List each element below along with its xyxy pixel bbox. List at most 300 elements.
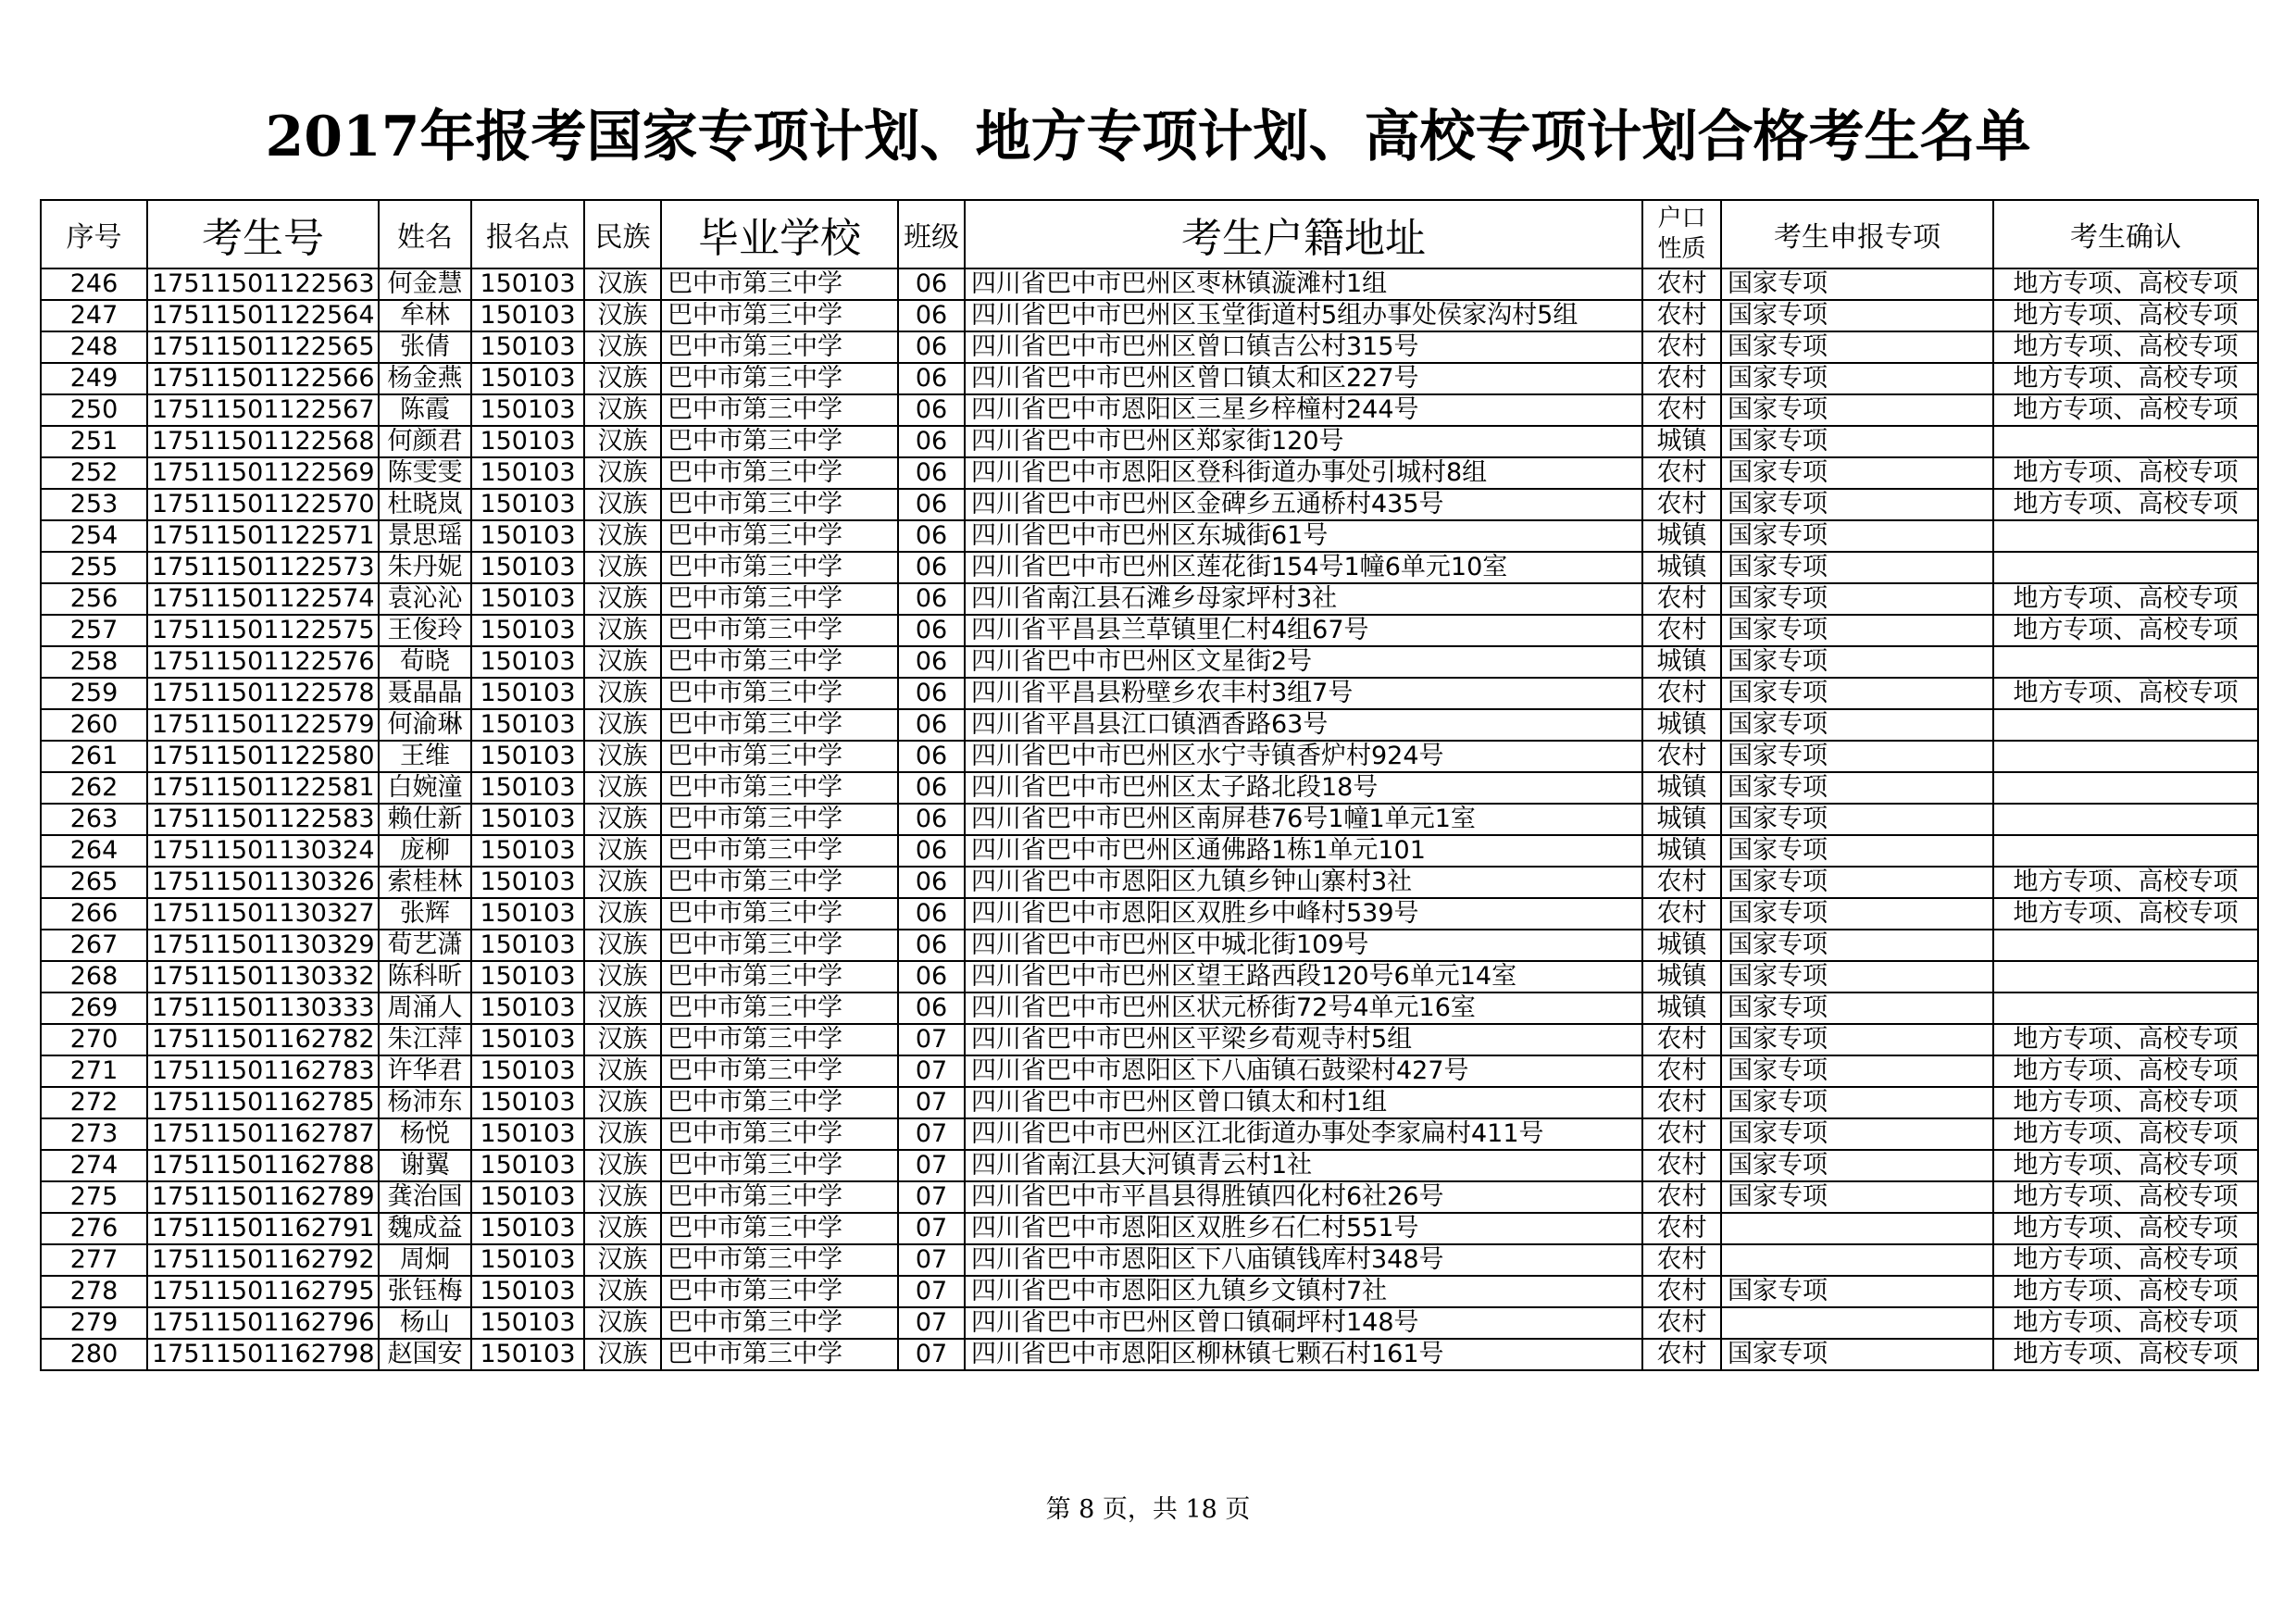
cell-class: 07	[898, 1024, 965, 1055]
cell-site: 150103	[471, 867, 584, 898]
cell-school: 巴中市第三中学	[661, 363, 898, 394]
cell-hukou: 农村	[1642, 741, 1721, 772]
table-row	[41, 520, 2258, 552]
cell-name: 何金慧	[379, 268, 471, 300]
cell-exam-id: 17511501122569	[147, 457, 379, 489]
table-row	[41, 1055, 2258, 1087]
cell-name: 荀晓	[379, 646, 471, 678]
cell-class: 07	[898, 1276, 965, 1307]
cell-ethnicity: 汉族	[584, 898, 661, 930]
cell-exam-id: 17511501122578	[147, 678, 379, 709]
cell-site: 150103	[471, 583, 584, 615]
cell-exam-id: 17511501122576	[147, 646, 379, 678]
cell-other-plans	[1993, 930, 2258, 961]
table-row	[41, 268, 2258, 300]
table-row	[41, 331, 2258, 363]
table-row	[41, 552, 2258, 583]
cell-other-plans: 地方专项、高校专项	[1993, 867, 2258, 898]
cell-seq: 278	[41, 1276, 147, 1307]
table-row	[41, 426, 2258, 457]
cell-seq: 264	[41, 835, 147, 867]
table-row	[41, 1244, 2258, 1276]
cell-address: 四川省巴中市巴州区状元桥街72号4单元16室	[965, 993, 1642, 1024]
cell-hukou: 农村	[1642, 898, 1721, 930]
cell-school: 巴中市第三中学	[661, 1181, 898, 1213]
cell-name: 朱江萍	[379, 1024, 471, 1055]
cell-address: 四川省平昌县江口镇酒香路63号	[965, 709, 1642, 741]
cell-ethnicity: 汉族	[584, 426, 661, 457]
cell-address: 四川省巴中市恩阳区九镇乡文镇村7社	[965, 1276, 1642, 1307]
table-row	[41, 394, 2258, 426]
cell-national-plan: 国家专项	[1721, 1087, 1993, 1118]
cell-address: 四川省巴中市恩阳区双胜乡中峰村539号	[965, 898, 1642, 930]
cell-class: 06	[898, 961, 965, 993]
cell-other-plans	[1993, 961, 2258, 993]
cell-class: 07	[898, 1087, 965, 1118]
cell-national-plan: 国家专项	[1721, 961, 1993, 993]
cell-other-plans: 地方专项、高校专项	[1993, 331, 2258, 363]
cell-ethnicity: 汉族	[584, 489, 661, 520]
table-row	[41, 615, 2258, 646]
cell-ethnicity: 汉族	[584, 804, 661, 835]
cell-class: 06	[898, 300, 965, 331]
cell-other-plans: 地方专项、高校专项	[1993, 457, 2258, 489]
cell-other-plans: 地方专项、高校专项	[1993, 1055, 2258, 1087]
table-body	[41, 268, 2258, 1370]
cell-name: 陈霞	[379, 394, 471, 426]
cell-seq: 258	[41, 646, 147, 678]
table-row	[41, 1181, 2258, 1213]
cell-exam-id: 17511501122580	[147, 741, 379, 772]
cell-ethnicity: 汉族	[584, 993, 661, 1024]
cell-site: 150103	[471, 993, 584, 1024]
cell-other-plans	[1993, 646, 2258, 678]
cell-exam-id: 17511501130332	[147, 961, 379, 993]
cell-name: 何颜君	[379, 426, 471, 457]
cell-exam-id: 17511501130324	[147, 835, 379, 867]
cell-exam-id: 17511501122565	[147, 331, 379, 363]
cell-hukou: 农村	[1642, 1024, 1721, 1055]
cell-exam-id: 17511501122567	[147, 394, 379, 426]
cell-school: 巴中市第三中学	[661, 394, 898, 426]
cell-class: 06	[898, 678, 965, 709]
cell-exam-id: 17511501162788	[147, 1150, 379, 1181]
cell-other-plans: 地方专项、高校专项	[1993, 583, 2258, 615]
cell-exam-id: 17511501130333	[147, 993, 379, 1024]
cell-seq: 263	[41, 804, 147, 835]
cell-name: 魏成益	[379, 1213, 471, 1244]
cell-ethnicity: 汉族	[584, 583, 661, 615]
cell-site: 150103	[471, 489, 584, 520]
table-row	[41, 1307, 2258, 1339]
cell-seq: 254	[41, 520, 147, 552]
cell-ethnicity: 汉族	[584, 709, 661, 741]
header-hukou-line1: 户口	[1657, 205, 1706, 232]
cell-exam-id: 17511501162787	[147, 1118, 379, 1150]
cell-ethnicity: 汉族	[584, 520, 661, 552]
cell-school: 巴中市第三中学	[661, 1339, 898, 1370]
cell-ethnicity: 汉族	[584, 1087, 661, 1118]
cell-site: 150103	[471, 804, 584, 835]
cell-exam-id: 17511501162795	[147, 1276, 379, 1307]
cell-seq: 247	[41, 300, 147, 331]
cell-site: 150103	[471, 772, 584, 804]
cell-site: 150103	[471, 835, 584, 867]
cell-site: 150103	[471, 331, 584, 363]
cell-exam-id: 17511501162785	[147, 1087, 379, 1118]
cell-ethnicity: 汉族	[584, 835, 661, 867]
cell-seq: 251	[41, 426, 147, 457]
cell-exam-id: 17511501162791	[147, 1213, 379, 1244]
cell-name: 庞柳	[379, 835, 471, 867]
cell-site: 150103	[471, 363, 584, 394]
cell-other-plans	[1993, 804, 2258, 835]
cell-other-plans: 地方专项、高校专项	[1993, 1307, 2258, 1339]
cell-site: 150103	[471, 709, 584, 741]
cell-site: 150103	[471, 426, 584, 457]
cell-ethnicity: 汉族	[584, 363, 661, 394]
cell-ethnicity: 汉族	[584, 961, 661, 993]
cell-exam-id: 17511501130329	[147, 930, 379, 961]
cell-address: 四川省巴中市巴州区东城街61号	[965, 520, 1642, 552]
cell-other-plans: 地方专项、高校专项	[1993, 1213, 2258, 1244]
cell-other-plans	[1993, 993, 2258, 1024]
table-row	[41, 1024, 2258, 1055]
cell-school: 巴中市第三中学	[661, 930, 898, 961]
cell-class: 06	[898, 394, 965, 426]
cell-class: 06	[898, 268, 965, 300]
cell-name: 龚治国	[379, 1181, 471, 1213]
cell-address: 四川省南江县石滩乡母家坪村3社	[965, 583, 1642, 615]
cell-class: 06	[898, 363, 965, 394]
cell-hukou: 农村	[1642, 1339, 1721, 1370]
cell-ethnicity: 汉族	[584, 646, 661, 678]
cell-national-plan: 国家专项	[1721, 867, 1993, 898]
cell-address: 四川省巴中市恩阳区下八庙镇钱库村348号	[965, 1244, 1642, 1276]
table-row	[41, 741, 2258, 772]
cell-hukou: 农村	[1642, 394, 1721, 426]
cell-class: 07	[898, 1307, 965, 1339]
cell-hukou: 农村	[1642, 1244, 1721, 1276]
cell-exam-id: 17511501122564	[147, 300, 379, 331]
cell-class: 07	[898, 1118, 965, 1150]
cell-other-plans: 地方专项、高校专项	[1993, 1087, 2258, 1118]
cell-address: 四川省巴中市巴州区文星街2号	[965, 646, 1642, 678]
cell-class: 06	[898, 741, 965, 772]
cell-address: 四川省巴中市平昌县得胜镇四化村6社26号	[965, 1181, 1642, 1213]
cell-exam-id: 17511501162782	[147, 1024, 379, 1055]
cell-class: 06	[898, 930, 965, 961]
cell-address: 四川省巴中市巴州区莲花街154号1幢6单元10室	[965, 552, 1642, 583]
cell-class: 07	[898, 1150, 965, 1181]
cell-ethnicity: 汉族	[584, 552, 661, 583]
cell-address: 四川省巴中市巴州区南屏巷76号1幢1单元1室	[965, 804, 1642, 835]
cell-seq: 275	[41, 1181, 147, 1213]
header-exam-id: 考生号	[147, 200, 379, 268]
cell-hukou: 农村	[1642, 678, 1721, 709]
cell-school: 巴中市第三中学	[661, 1213, 898, 1244]
document-title: 2017年报考国家专项计划、地方专项计划、高校专项计划合格考生名单	[265, 105, 2031, 169]
cell-ethnicity: 汉族	[584, 930, 661, 961]
table-row	[41, 646, 2258, 678]
cell-class: 07	[898, 1181, 965, 1213]
cell-class: 07	[898, 1055, 965, 1087]
cell-ethnicity: 汉族	[584, 394, 661, 426]
cell-class: 06	[898, 583, 965, 615]
cell-seq: 267	[41, 930, 147, 961]
candidate-table	[40, 199, 2259, 1371]
cell-other-plans: 地方专项、高校专项	[1993, 394, 2258, 426]
cell-site: 150103	[471, 898, 584, 930]
cell-class: 06	[898, 867, 965, 898]
cell-school: 巴中市第三中学	[661, 1024, 898, 1055]
cell-name: 张钰梅	[379, 1276, 471, 1307]
cell-ethnicity: 汉族	[584, 1055, 661, 1087]
cell-address: 四川省巴中市巴州区太子路北段18号	[965, 772, 1642, 804]
table-row	[41, 583, 2258, 615]
table-row	[41, 898, 2258, 930]
table-row	[41, 1087, 2258, 1118]
table-row	[41, 1276, 2258, 1307]
cell-class: 06	[898, 457, 965, 489]
cell-national-plan: 国家专项	[1721, 930, 1993, 961]
cell-ethnicity: 汉族	[584, 1118, 661, 1150]
cell-seq: 261	[41, 741, 147, 772]
cell-school: 巴中市第三中学	[661, 741, 898, 772]
cell-hukou: 城镇	[1642, 993, 1721, 1024]
cell-name: 杜晓岚	[379, 489, 471, 520]
cell-ethnicity: 汉族	[584, 1244, 661, 1276]
cell-other-plans	[1993, 552, 2258, 583]
cell-hukou: 城镇	[1642, 520, 1721, 552]
cell-address: 四川省巴中市巴州区金碑乡五通桥村435号	[965, 489, 1642, 520]
cell-exam-id: 17511501162798	[147, 1339, 379, 1370]
cell-class: 06	[898, 772, 965, 804]
cell-other-plans: 地方专项、高校专项	[1993, 363, 2258, 394]
cell-other-plans	[1993, 709, 2258, 741]
cell-class: 07	[898, 1213, 965, 1244]
cell-school: 巴中市第三中学	[661, 489, 898, 520]
cell-school: 巴中市第三中学	[661, 1244, 898, 1276]
cell-ethnicity: 汉族	[584, 1307, 661, 1339]
cell-school: 巴中市第三中学	[661, 867, 898, 898]
cell-school: 巴中市第三中学	[661, 898, 898, 930]
cell-name: 周涌人	[379, 993, 471, 1024]
cell-hukou: 农村	[1642, 331, 1721, 363]
cell-exam-id: 17511501162789	[147, 1181, 379, 1213]
cell-name: 何渝琳	[379, 709, 471, 741]
cell-exam-id: 17511501130326	[147, 867, 379, 898]
cell-seq: 255	[41, 552, 147, 583]
cell-site: 150103	[471, 1339, 584, 1370]
cell-school: 巴中市第三中学	[661, 1276, 898, 1307]
cell-school: 巴中市第三中学	[661, 331, 898, 363]
cell-national-plan: 国家专项	[1721, 394, 1993, 426]
cell-school: 巴中市第三中学	[661, 520, 898, 552]
cell-site: 150103	[471, 1055, 584, 1087]
cell-address: 四川省巴中市恩阳区登科街道办事处引城村8组	[965, 457, 1642, 489]
cell-exam-id: 17511501122563	[147, 268, 379, 300]
cell-school: 巴中市第三中学	[661, 993, 898, 1024]
cell-address: 四川省巴中市恩阳区下八庙镇石鼓梁村427号	[965, 1055, 1642, 1087]
cell-class: 07	[898, 1244, 965, 1276]
cell-hukou: 城镇	[1642, 835, 1721, 867]
cell-school: 巴中市第三中学	[661, 772, 898, 804]
cell-school: 巴中市第三中学	[661, 1118, 898, 1150]
cell-seq: 262	[41, 772, 147, 804]
cell-class: 06	[898, 709, 965, 741]
cell-address: 四川省巴中市巴州区曾口镇吉公村315号	[965, 331, 1642, 363]
cell-exam-id: 17511501162792	[147, 1244, 379, 1276]
cell-exam-id: 17511501122571	[147, 520, 379, 552]
cell-national-plan: 国家专项	[1721, 709, 1993, 741]
cell-ethnicity: 汉族	[584, 678, 661, 709]
cell-seq: 246	[41, 268, 147, 300]
cell-national-plan: 国家专项	[1721, 426, 1993, 457]
cell-ethnicity: 汉族	[584, 457, 661, 489]
cell-hukou: 农村	[1642, 867, 1721, 898]
cell-hukou: 农村	[1642, 1150, 1721, 1181]
cell-address: 四川省巴中市巴州区郑家街120号	[965, 426, 1642, 457]
cell-national-plan: 国家专项	[1721, 268, 1993, 300]
cell-seq: 257	[41, 615, 147, 646]
cell-name: 许华君	[379, 1055, 471, 1087]
cell-seq: 269	[41, 993, 147, 1024]
cell-name: 张倩	[379, 331, 471, 363]
table-row	[41, 835, 2258, 867]
cell-seq: 268	[41, 961, 147, 993]
cell-hukou: 城镇	[1642, 709, 1721, 741]
cell-seq: 253	[41, 489, 147, 520]
cell-school: 巴中市第三中学	[661, 1055, 898, 1087]
table-row	[41, 1339, 2258, 1370]
table-row	[41, 363, 2258, 394]
cell-seq: 272	[41, 1087, 147, 1118]
table-row	[41, 993, 2258, 1024]
cell-school: 巴中市第三中学	[661, 1087, 898, 1118]
cell-other-plans	[1993, 426, 2258, 457]
cell-national-plan: 国家专项	[1721, 835, 1993, 867]
cell-school: 巴中市第三中学	[661, 1307, 898, 1339]
cell-site: 150103	[471, 961, 584, 993]
cell-seq: 274	[41, 1150, 147, 1181]
cell-site: 150103	[471, 520, 584, 552]
cell-class: 06	[898, 646, 965, 678]
cell-school: 巴中市第三中学	[661, 426, 898, 457]
cell-national-plan: 国家专项	[1721, 1181, 1993, 1213]
cell-other-plans: 地方专项、高校专项	[1993, 1024, 2258, 1055]
cell-exam-id: 17511501162796	[147, 1307, 379, 1339]
cell-national-plan: 国家专项	[1721, 552, 1993, 583]
table-row	[41, 457, 2258, 489]
cell-national-plan: 国家专项	[1721, 772, 1993, 804]
cell-address: 四川省平昌县兰草镇里仁村4组67号	[965, 615, 1642, 646]
cell-ethnicity: 汉族	[584, 300, 661, 331]
cell-site: 150103	[471, 930, 584, 961]
cell-name: 索桂林	[379, 867, 471, 898]
cell-ethnicity: 汉族	[584, 1181, 661, 1213]
cell-national-plan: 国家专项	[1721, 363, 1993, 394]
cell-national-plan: 国家专项	[1721, 457, 1993, 489]
cell-other-plans: 地方专项、高校专项	[1993, 1150, 2258, 1181]
cell-name: 袁沁沁	[379, 583, 471, 615]
cell-exam-id: 17511501122566	[147, 363, 379, 394]
cell-other-plans: 地方专项、高校专项	[1993, 898, 2258, 930]
cell-hukou: 农村	[1642, 1118, 1721, 1150]
cell-name: 朱丹妮	[379, 552, 471, 583]
table-row	[41, 930, 2258, 961]
cell-national-plan: 国家专项	[1721, 1118, 1993, 1150]
cell-ethnicity: 汉族	[584, 331, 661, 363]
table-row	[41, 709, 2258, 741]
cell-school: 巴中市第三中学	[661, 1150, 898, 1181]
table-row	[41, 300, 2258, 331]
cell-name: 赵国安	[379, 1339, 471, 1370]
cell-hukou: 农村	[1642, 457, 1721, 489]
header-ethnicity: 民族	[584, 200, 661, 268]
cell-national-plan: 国家专项	[1721, 583, 1993, 615]
cell-address: 四川省巴中市恩阳区三星乡梓橦村244号	[965, 394, 1642, 426]
cell-national-plan: 国家专项	[1721, 615, 1993, 646]
cell-site: 150103	[471, 552, 584, 583]
cell-seq: 266	[41, 898, 147, 930]
cell-other-plans: 地方专项、高校专项	[1993, 1118, 2258, 1150]
cell-hukou: 农村	[1642, 1181, 1721, 1213]
cell-seq: 256	[41, 583, 147, 615]
cell-seq: 249	[41, 363, 147, 394]
cell-name: 杨悦	[379, 1118, 471, 1150]
cell-address: 四川省巴中市恩阳区双胜乡石仁村551号	[965, 1213, 1642, 1244]
cell-national-plan: 国家专项	[1721, 1276, 1993, 1307]
cell-seq: 279	[41, 1307, 147, 1339]
table-row	[41, 1150, 2258, 1181]
cell-national-plan: 国家专项	[1721, 993, 1993, 1024]
cell-name: 白婉潼	[379, 772, 471, 804]
cell-ethnicity: 汉族	[584, 1213, 661, 1244]
cell-class: 06	[898, 426, 965, 457]
cell-seq: 271	[41, 1055, 147, 1087]
cell-ethnicity: 汉族	[584, 867, 661, 898]
cell-hukou: 城镇	[1642, 646, 1721, 678]
cell-name: 周炯	[379, 1244, 471, 1276]
cell-address: 四川省巴中市巴州区平梁乡荀观寺村5组	[965, 1024, 1642, 1055]
cell-ethnicity: 汉族	[584, 1339, 661, 1370]
cell-site: 150103	[471, 394, 584, 426]
cell-site: 150103	[471, 1213, 584, 1244]
cell-hukou: 农村	[1642, 1055, 1721, 1087]
cell-site: 150103	[471, 646, 584, 678]
cell-school: 巴中市第三中学	[661, 804, 898, 835]
cell-other-plans: 地方专项、高校专项	[1993, 489, 2258, 520]
table-header-row	[41, 200, 2258, 268]
cell-national-plan: 国家专项	[1721, 489, 1993, 520]
header-class: 班级	[898, 200, 965, 268]
cell-exam-id: 17511501130327	[147, 898, 379, 930]
cell-school: 巴中市第三中学	[661, 961, 898, 993]
cell-seq: 265	[41, 867, 147, 898]
cell-address: 四川省南江县大河镇青云村1社	[965, 1150, 1642, 1181]
cell-seq: 248	[41, 331, 147, 363]
cell-national-plan	[1721, 1244, 1993, 1276]
cell-address: 四川省平昌县粉壁乡农丰村3组7号	[965, 678, 1642, 709]
header-address: 考生户籍地址	[965, 200, 1642, 268]
table-row	[41, 1213, 2258, 1244]
cell-site: 150103	[471, 1087, 584, 1118]
cell-school: 巴中市第三中学	[661, 552, 898, 583]
cell-address: 四川省巴中市巴州区中城北街109号	[965, 930, 1642, 961]
cell-other-plans: 地方专项、高校专项	[1993, 678, 2258, 709]
header-hukou	[1642, 200, 1721, 268]
